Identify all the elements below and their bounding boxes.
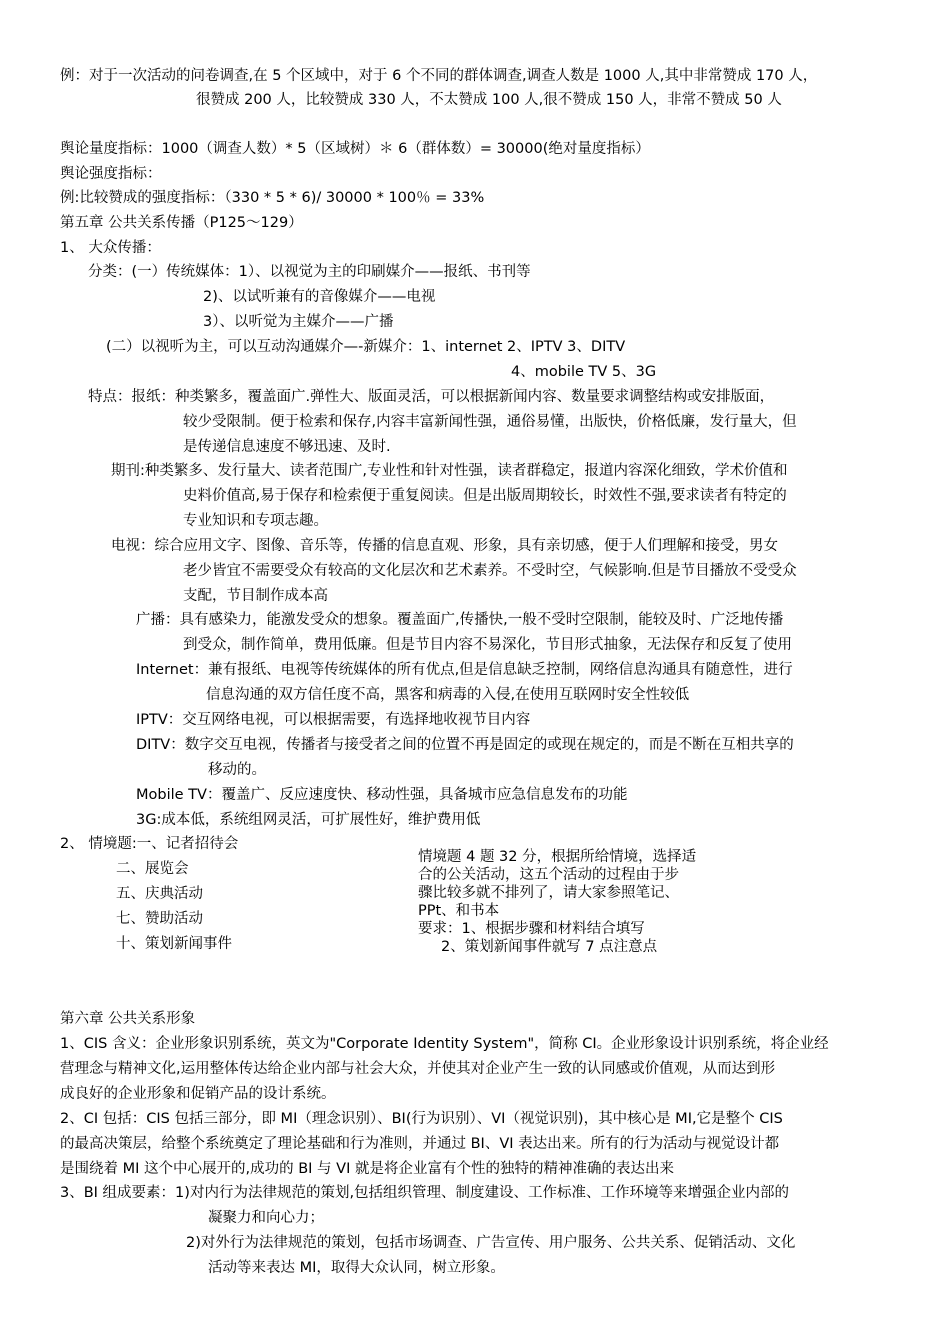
text-line: 2、 情境题:一、记者招待会 [60, 836, 239, 852]
note-line: 情境题 4 题 32 分，根据所给情境，选择适 [418, 849, 697, 865]
note-line: 合的公关活动，这五个活动的过程由于步 [418, 867, 679, 883]
text-line: IPTV：交互网络电视，可以根据需要，有选择地收视节目内容 [136, 712, 531, 728]
text-line: 专业知识和专项志趣。 [183, 513, 328, 529]
text-line: Mobile TV：覆盖广、反应速度快、移动性强，具备城市应急信息发布的功能 [136, 787, 628, 803]
text-line: 2)、以试听兼有的音像媒介——电视 [203, 289, 436, 305]
text-line: 活动等来表达 MI，取得大众认同，树立形象。 [208, 1260, 505, 1276]
note-line: 2、策划新闻事件就写 7 点注意点 [441, 939, 658, 955]
text-line: 舆论量度指标：1000（调查人数）* 5（区域树）＊ 6（群体数）= 30000(绝对量度指标） [60, 141, 650, 157]
text-line: 特点：报纸：种类繁多，覆盖面广.弹性大、版面灵活，可以根据新闻内容、数量要求调整结构或安排版面， [88, 389, 775, 405]
chapter-heading: 第六章 公共关系形象 [60, 1011, 196, 1027]
note-line: 要求：1、根据步骤和材料结合填写 [418, 921, 645, 937]
text-line: 3G:成本低，系统组网灵活，可扩展性好，维护费用低 [136, 812, 481, 828]
text-line: 的最高决策层，给整个系统奠定了理论基础和行为准则，并通过 BI、VI 表达出来。所有的行为活动与视觉设计都 [60, 1136, 780, 1152]
text-line: 移动的。 [208, 762, 266, 778]
text-line: DITV：数字交互电视，传播者与接受者之间的位置不再是固定的或现在规定的，而是不断在互相共享的 [136, 737, 794, 753]
text-line: 老少皆宜不需要受众有较高的文化层次和艺术素养。不受时空，气候影响.但是节目播放不受受众 [183, 563, 797, 579]
text-line: 例：对于一次活动的问卷调查,在 5 个区域中，对于 6 个不同的群体调查,调查人数是 1000 人,其中非常赞成 170 人， [60, 68, 818, 84]
text-line: 是传递信息速度不够迅速、及时. [183, 439, 391, 455]
list-item: 十、策划新闻事件 [116, 936, 232, 952]
text-line: 营理念与精神文化,运用整体传达给企业内部与社会大众，并使其对企业产生一致的认同感或价值观，从而达到形 [60, 1061, 776, 1077]
text-line: 分类：(一）传统媒体：1）、以视觉为主的印刷媒介——报纸、书刊等 [88, 264, 531, 280]
text-line: 1、 大众传播： [60, 240, 161, 256]
text-line: 成良好的企业形象和促销产品的设计系统。 [60, 1086, 336, 1102]
text-line: 1、CIS 含义：企业形象识别系统，英文为"Corporate Identity System"，简称 CI。企业形象设计识别系统，将企业经 [60, 1036, 829, 1052]
text-line: 2)对外行为法律规范的策划，包括市场调查、广告宣传、用户服务、公共关系、促销活动、文化 [186, 1235, 796, 1251]
list-item: 五、庆典活动 [116, 886, 203, 902]
note-line: PPt、和书本 [418, 903, 500, 919]
text-line: 4、mobile TV 5、3G [511, 364, 657, 380]
text-line: 较少受限制。便于检索和保存,内容丰富新闻性强，通俗易懂，出版快，价格低廉，发行量大，但 [183, 414, 797, 430]
text-line: 电视：综合应用文字、图像、音乐等，传播的信息直观、形象，具有亲切感，便于人们理解和接受，男女 [111, 538, 778, 554]
text-line: 3、BI 组成要素：1)对内行为法律规范的策划,包括组织管理、制度建设、工作标准、工作环境等来增强企业内部的 [60, 1185, 790, 1201]
text-line: 信息沟通的双方信任度不高，黑客和病毒的入侵,在使用互联网时安全性较低 [206, 687, 690, 703]
text-line: 支配，节目制作成本高 [183, 588, 328, 604]
chapter-heading: 第五章 公共关系传播（P125～129） [60, 215, 303, 231]
text-line: Internet：兼有报纸、电视等传统媒体的所有优点,但是信息缺乏控制，网络信息沟通具有随意性，进行 [136, 662, 793, 678]
text-line: (二）以视听为主，可以互动沟通媒介—-新媒介：1、internet 2、IPTV 3、DITV [106, 339, 626, 355]
text-line: 史料价值高,易于保存和检索便于重复阅读。但是出版周期较长，时效性不强,要求读者有特定的 [183, 488, 787, 504]
text-line: 2、CI 包括：CIS 包括三部分，即 MI（理念识别）、BI(行为识别）、VI（视觉识别)，其中核心是 MI,它是整个 CIS [60, 1111, 783, 1127]
text-line: 到受众，制作简单，费用低廉。但是节目内容不易深化，节目形式抽象，无法保存和反复了使用 [183, 637, 792, 653]
list-item: 七、赞助活动 [116, 911, 203, 927]
text-line: 很赞成 200 人，比较赞成 330 人，不太赞成 100 人,很不赞成 150 人，非常不赞成 50 人 [196, 92, 782, 108]
note-line: 骤比较多就不排列了，请大家参照笔记、 [418, 885, 679, 901]
text-line: 凝聚力和向心力； [208, 1210, 324, 1226]
text-line: 3）、以听觉为主媒介——广播 [203, 314, 394, 330]
text-line: 广播：具有感染力，能激发受众的想象。覆盖面广,传播快,一般不受时空限制，能较及时、广泛地传播 [136, 612, 784, 628]
list-item: 二、展览会 [116, 861, 189, 877]
text-line: 例:比较赞成的强度指标：（330 * 5 * 6)/ 30000 * 100％ = 33% [60, 190, 485, 206]
text-line: 期刊:种类繁多、发行量大、读者范围广,专业性和针对性强，读者群稳定，报道内容深化细致，学术价值和 [111, 463, 788, 479]
text-line: 舆论强度指标： [60, 166, 162, 182]
text-line: 是围绕着 MI 这个中心展开的,成功的 BI 与 VI 就是将企业富有个性的独特的精神准确的表达出来 [60, 1161, 674, 1177]
